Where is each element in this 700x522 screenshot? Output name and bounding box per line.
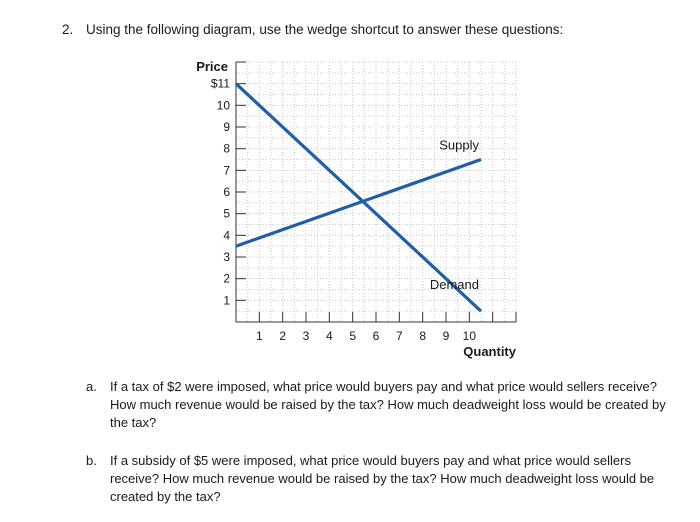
part-b-letter: b. [86,453,97,468]
x-tick-label: 1 [255,329,263,343]
x-tick-label: 6 [372,329,380,343]
x-tick-label: 8 [419,329,427,343]
x-tick-label: 5 [349,329,357,343]
demand-label: Demand [429,277,479,293]
y-tick-label: 5 [223,206,230,221]
question-text: Using the following diagram, use the wedge shortcut to answer these questions: [86,22,564,37]
x-tick-label: 3 [302,329,310,343]
question-number: 2. [62,22,74,37]
y-tick-label: 4 [223,228,230,243]
part-a-letter: a. [86,379,97,394]
y-tick-label: 7 [223,163,230,178]
y-tick-label: 10 [216,98,230,113]
part-a-text: If a tax of $2 were imposed, what price would buyers pay and what price would sellers receive? How much revenue would be raised by the tax? How much deadweight loss would be created by the tax? [110,379,666,430]
x-tick-label: 9 [442,329,450,343]
supply-label: Supply [439,137,479,153]
x-tick-label: 10 [462,329,477,343]
y-tick-label: 8 [223,141,230,156]
y-tick-label: 6 [223,185,230,199]
y-tick-label: 3 [223,250,230,264]
y-tick-label: $11 [210,76,230,91]
question-part-a [86,378,676,432]
x-tick-label: 2 [279,329,287,343]
y-tick-label: 1 [223,293,230,308]
part-b-text: If a subsidy of $5 were imposed, what price would buyers pay and what price would sellers receive? How much revenue would be raised by the tax? How much deadweight loss would be created by the tax? [110,453,655,504]
x-axis-title: Quantity [463,344,516,359]
y-tick-label: 9 [223,120,230,134]
y-tick-label: 2 [223,271,230,286]
question-part-b [86,452,676,506]
x-tick-label: 4 [325,329,333,343]
x-tick-label: 7 [395,329,403,343]
y-axis-title: Price [196,59,228,74]
